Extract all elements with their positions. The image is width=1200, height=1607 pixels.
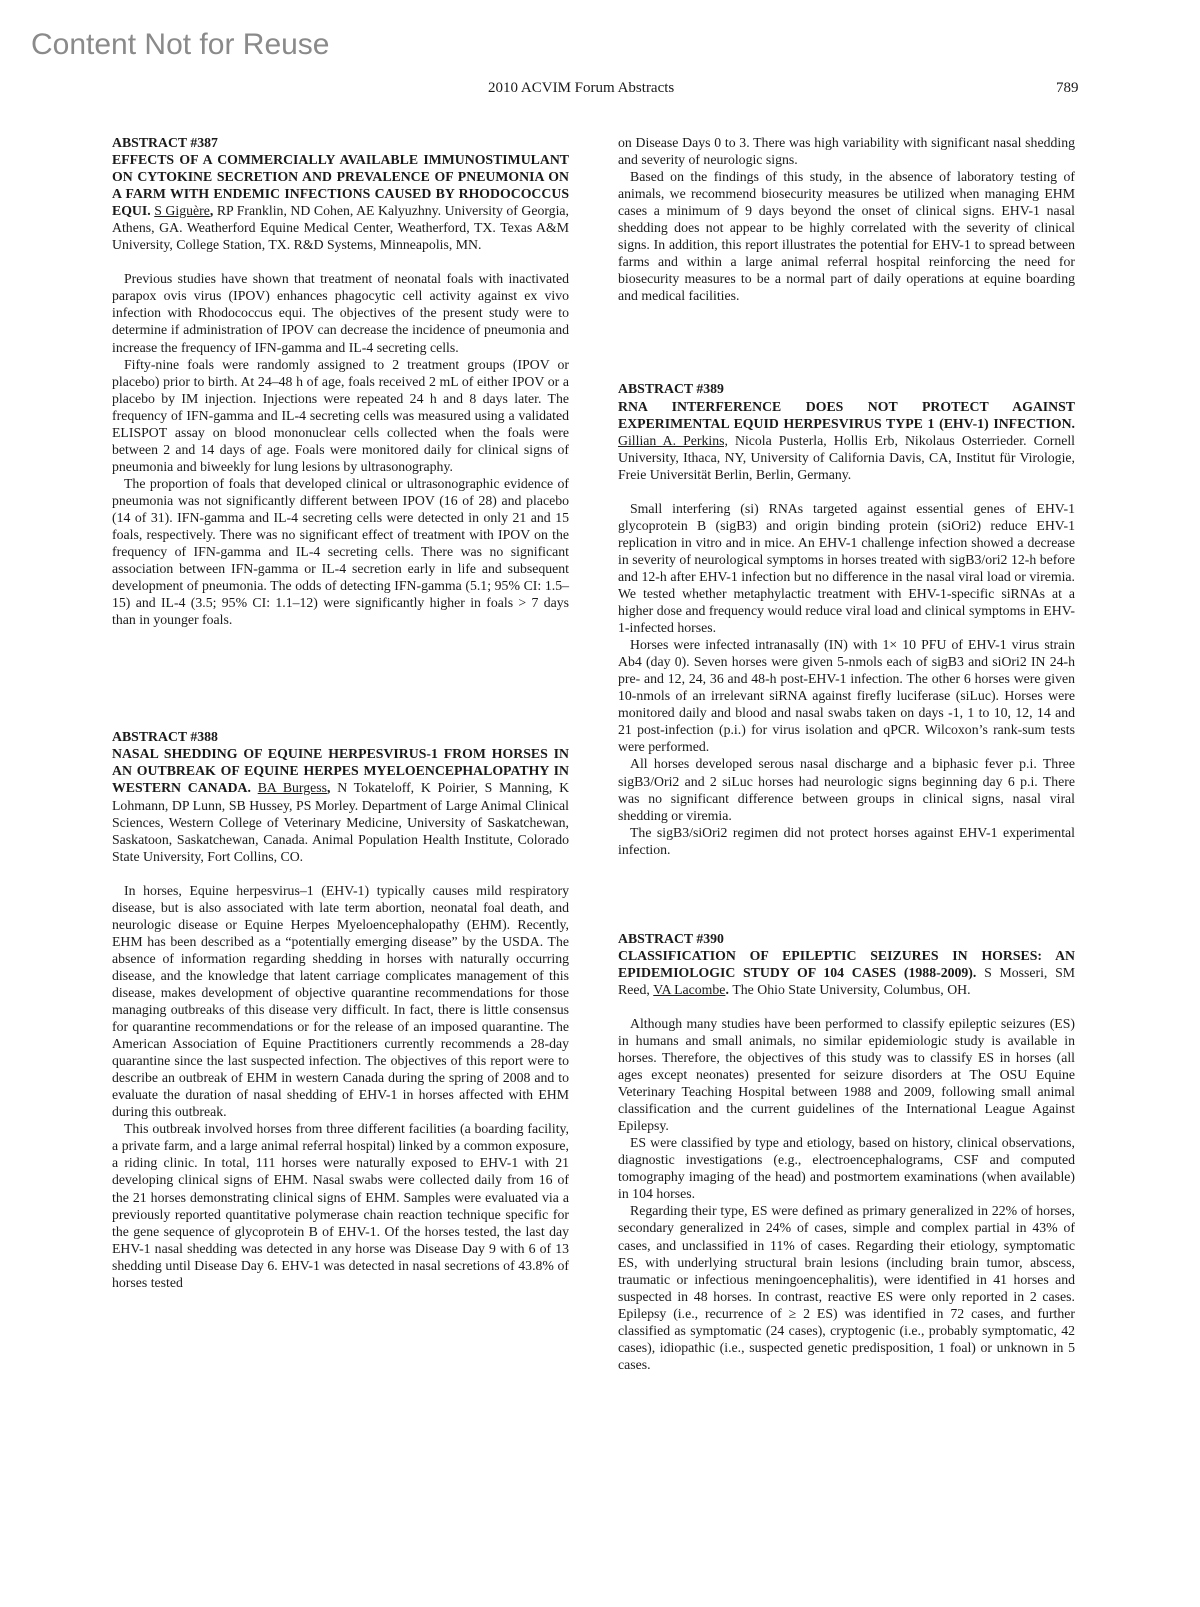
running-head: 2010 ACVIM Forum Abstracts [488, 80, 675, 96]
paragraph: Regarding their type, ES were defined as primary generalized in 22% of horses, secondary generalized in 24% of cases, simple and complex partial in 43% of cases, and unclassified in 11% of cases. Regarding their etiology, symptomatic ES, with underlying structural brain lesions (including brain tumor, abscess, traumatic or infectious meningoencephalitis), were identified in 41 horses and suspected in 48 horses. In contrast, reactive ES were only reported in 2 cases. Epilepsy (i.e., recurrence of ≥ 2 ES) was identified in 72 cases, and further classified as symptomatic (24 cases), cryptogenic (i.e., probably symptomatic, 42 cases), idiopathic (i.e., suspected genetic predisposition, 1 foal) or unknown in 5 cases. [618, 1203, 1075, 1372]
abstract-body [618, 1015, 1075, 1373]
author-affiliations: Nicola Pusterla, Hollis Erb, Nikolaus Osterrieder. Cornell University, Ithaca, NY, University of California Davis, CA, Institut für Virologie, Freie Universität Berlin, Berlin, Germany. [618, 432, 1076, 482]
presenting-author: BA Burgess [257, 780, 328, 796]
paragraph: Although many studies have been performed to classify epileptic seizures (ES) in humans and small animals, no similar epidemiologic study is available in horses. Therefore, the objectives of this study was to classify ES in horses (all ages except neonates) presented for seizure disorders at The OSU Equine Veterinary Teaching Hospital between 1988 and 2009, following small animal classification and the current guidelines of the International League Against Epilepsy. [618, 1015, 1075, 1134]
abstract-number: ABSTRACT #390 [618, 930, 724, 946]
abstract-title: CLASSIFICATION OF EPILEPTIC SEIZURES IN HORSES: AN EPIDEMIOLOGIC STUDY OF 104 CASES (1988-2009). [618, 947, 1075, 980]
abstract-388-continued [618, 134, 1075, 304]
paragraph: The proportion of foals that developed clinical or ultrasonographic evidence of pneumonia was not significantly different between IPOV (16 of 28) and placebo (14 of 31). IFN-gamma and IL-4 secreting cells were detected in only 21 and 15 foals, respectively. There was no significant effect of treatment with IPOV on the frequency of IFN-gamma and IL-4 secreting cells. There was no significant association between IFN-gamma or IL-4 secretion early in life and subsequent development of pneumonia. The odds of detecting IFN-gamma (5.1; 95% CI: 1.5–15) and IL-4 (3.5; 95% CI: 1.1–12) were significantly higher in foals > 7 days than in younger foals. [112, 475, 569, 628]
author-affiliations: The Ohio State University, Columbus, OH. [732, 981, 971, 997]
abstract-387 [112, 134, 569, 628]
abstract-header: NASAL SHEDDING OF EQUINE HERPESVIRUS-1 FROM HORSES IN AN OUTBREAK OF EQUINE HERPES MYELOENCEPHALOPATHY IN WESTERN CANADA. BA Burgess, N Tokateloff, K Poirier, S Manning, K Lohmann, DP Lunn, SB Hussey, PS Morley. Department of Large Animal Clinical Sciences, Western College of Veterinary Medicine, University of Saskatchewan, Saskatoon, Saskatchewan, Canada. Animal Population Health Institute, Colorado State University, Fort Collins, CO. [112, 746, 570, 864]
paragraph: Based on the findings of this study, in the absence of laboratory testing of animals, we recommend biosecurity measures be utilized when managing EHM cases a minimum of 9 days beyond the onset of clinical signs. EHV-1 nasal shedding does not appear to be highly correlated with the severity of clinical signs. In addition, this report illustrates the potential for EHV-1 to spread between farms and within a large animal referral hospital reinforcing the need for biosecurity measures to be a normal part of daily operations at equine boarding and medical facilities. [618, 169, 1075, 304]
author-affiliations: N Tokateloff, K Poirier, S Manning, K Lohmann, DP Lunn, SB Hussey, PS Morley. Department of Large Animal Clinical Sciences, Western College of Veterinary Medicine, University of Saskatchewan, Saskatoon, Saskatchewan, Canada. Animal Population Health Institute, Colorado State University, Fort Collins, CO. [112, 780, 570, 864]
paragraph: Horses were infected intranasally (IN) with 1× 10 PFU of EHV-1 virus strain Ab4 (day 0). Seven horses were given 5-nmols each of sigB3 and siOri2 IN 24-h pre- and 12, 24, 36 and 48-h post-EHV-1 infection. The other 6 horses were given 10-nmols of an irrelevant siRNA against firefly luciferase (siLuc). Horses were monitored daily and blood and nasal swabs taken on days -1, 1 to 10, 12, 14 and 21 post-infection (p.i.) for virus isolation and qPCR. Wilcoxon’s rank-sum tests were performed. [618, 637, 1075, 755]
paragraph: ES were classified by type and etiology, based on history, clinical observations, diagnostic investigations (e.g., electroencephalograms, CSF and computed tomography imaging of the head) and postmortem examinations (when available) in 104 horses. [618, 1135, 1075, 1202]
abstract-header [618, 398, 1075, 483]
abstract-title: NASAL SHEDDING OF EQUINE HERPESVIRUS-1 FROM HORSES IN AN OUTBREAK OF EQUINE HERPES MYELOENCEPHALOPATHY IN WESTERN CANADA. [112, 746, 569, 796]
right-column [618, 134, 1075, 1373]
presenting-author: Gillian A. Perkins, [618, 432, 728, 448]
abstract-header: CLASSIFICATION OF EPILEPTIC SEIZURES IN HORSES: AN EPIDEMIOLOGIC STUDY OF 104 CASES (1988-2009). S Mosseri, SM Reed, VA Lacombe. The Ohio State University, Columbus, OH. [618, 947, 1076, 997]
paragraph: on Disease Days 0 to 3. There was high variability with significant nasal shedding and severity of neurologic signs. [618, 135, 1075, 168]
watermark: Content Not for Reuse [31, 28, 330, 61]
abstract-body [618, 500, 1075, 858]
abstract-390 [618, 930, 1075, 1373]
paragraph: Small interfering (si) RNAs targeted against essential genes of EHV-1 glycoprotein B (sigB3) and origin binding protein (siOri2) reduce EHV-1 replication in vitro and in mice. An EHV-1 challenge infection showed a decrease in severity of neurological symptoms in horses treated with sigB3/ori2 12-h before and 12-h after EHV-1 infection but no difference in the nasal viral load or viremia. We tested whether metaphylactic treatment with EHV-1-specific siRNAs at a higher dose and frequency would reduce viral load and clinical symptoms in EHV-1-infected horses. [618, 500, 1075, 636]
abstract-number: ABSTRACT #389 [618, 381, 724, 397]
abstract-389 [618, 380, 1075, 857]
co-authors: S Mosseri, SM Reed, [618, 964, 1076, 997]
abstract-number: ABSTRACT #387 [112, 135, 218, 150]
page-number: 789 [1056, 80, 1079, 96]
paragraph: This outbreak involved horses from three different facilities (a boarding facility, a private farm, and a large animal referral hospital) linked by a common exposure, a riding clinic. In total, 111 horses were naturally exposed to EHV-1 with 21 developing clinical signs of EHM. Nasal swabs were collected daily from 16 of the 21 horses demonstrating clinical signs of EHM. Samples were evaluated via a previously reported quantitative polymerase chain reaction technique specific for the gene sequence of glycoprotein B of EHV-1. Of the horses tested, the last day EHV-1 nasal shedding was detected in any horse was Disease Day 9 with 6 of 13 shedding until Disease Day 6. EHV-1 was detected in nasal secretions of 43.8% of horses tested [112, 1121, 569, 1290]
abstract-body [112, 882, 569, 1291]
abstract-388 [112, 728, 569, 1291]
abstract-number: ABSTRACT #388 [112, 729, 218, 745]
paragraph: Fifty-nine foals were randomly assigned to 2 treatment groups (IPOV or placebo) prior to birth. At 24–48 h of age, foals received 2 mL of either IPOV or a placebo by IM injection. Injections were repeated 24 h and 8 days later. The frequency of IFN-gamma and IL-4 secreting cells was measured using a validated ELISPOT assay on blood mononuclear cells collected when the foals were between 2 and 14 days of age. Foals were monitored daily for clinical signs of pneumonia and biweekly for lung lesions by ultrasonography. [112, 356, 569, 474]
abstract-body [112, 270, 569, 628]
paragraph: The sigB3/siOri2 regimen did not protect horses against EHV-1 experimental infection. [618, 824, 1075, 857]
paragraph: All horses developed serous nasal discharge and a biphasic fever p.i. Three sigB3/Ori2 and 2 siLuc horses had neurologic signs beginning day 6 p.i. There was no significant difference between groups in clinical signs, nasal viral shedding or viremia. [618, 756, 1075, 823]
presenting-author: VA Lacombe [653, 981, 726, 997]
abstract-header: EFFECTS OF A COMMERCIALLY AVAILABLE IMMUNOSTIMULANT ON CYTOKINE SECRETION AND PREVALENCE OF PNEUMONIA ON A FARM WITH ENDEMIC INFECTIONS CAUSED BY RHODOCOCCUS EQUI. S Giguère, RP Franklin, ND Cohen, AE Kalyuzhny. University of Georgia, Athens, GA. Weatherford Equine Medical Center, Weatherford, TX. Texas A&M University, College Station, TX. R&D Systems, Minneapolis, MN. [112, 152, 569, 253]
paragraph: Previous studies have shown that treatment of neonatal foals with inactivated parapox ovis virus (IPOV) enhances phagocytic cell activity against ex vivo infection with Rhodococcus equi. The objectives of the present study were to determine if administration of IPOV can decrease the incidence of pneumonia and increase the frequency of IFN-gamma and IL-4 secreting cells. [112, 271, 569, 355]
presenting-author: S Giguère [154, 203, 210, 219]
author-affiliations: RP Franklin, ND Cohen, AE Kalyuzhny. University of Georgia, Athens, GA. Weatherford Equine Medical Center, Weatherford, TX. Texas A&M University, College Station, TX. R&D Systems, Minneapolis, MN. [112, 203, 569, 253]
left-column [112, 134, 569, 1291]
paragraph: In horses, Equine herpesvirus–1 (EHV-1) typically causes mild respiratory disease, but is also associated with late term abortion, neonatal foal death, and neurologic disease or Equine Herpes Myeloencephalopathy (EHM). Recently, EHM has been described as a “potentially emerging disease” by the USDA. The absence of information regarding shedding in horses with naturally occurring disease, and the knowledge that latent carriage complicates management of this disease, makes development of objective quarantine recommendations for those managing outbreaks of this disease very difficult. In fact, there is little consensus for quarantine recommendations or for the release of an imposed quarantine. The American Association of Equine Practitioners currently recommends a 28-day quarantine since the last suspected infection. The objectives of this report were to describe an outbreak of EHM in western Canada during the spring of 2008 and to evaluate the duration of nasal shedding of EHV-1 in horses affected with EHM during this outbreak. [112, 882, 569, 1120]
abstract-title: RNA INTERFERENCE DOES NOT PROTECT AGAINST EXPERIMENTAL EQUID HERPESVIRUS TYPE 1 (EHV-1) INFECTION. [618, 398, 1075, 431]
abstract-title: EFFECTS OF A COMMERCIALLY AVAILABLE IMMUNOSTIMULANT ON CYTOKINE SECRETION AND PREVALENCE OF PNEUMONIA ON A FARM WITH ENDEMIC INFECTIONS CAUSED BY RHODOCOCCUS EQUI. [112, 152, 569, 219]
